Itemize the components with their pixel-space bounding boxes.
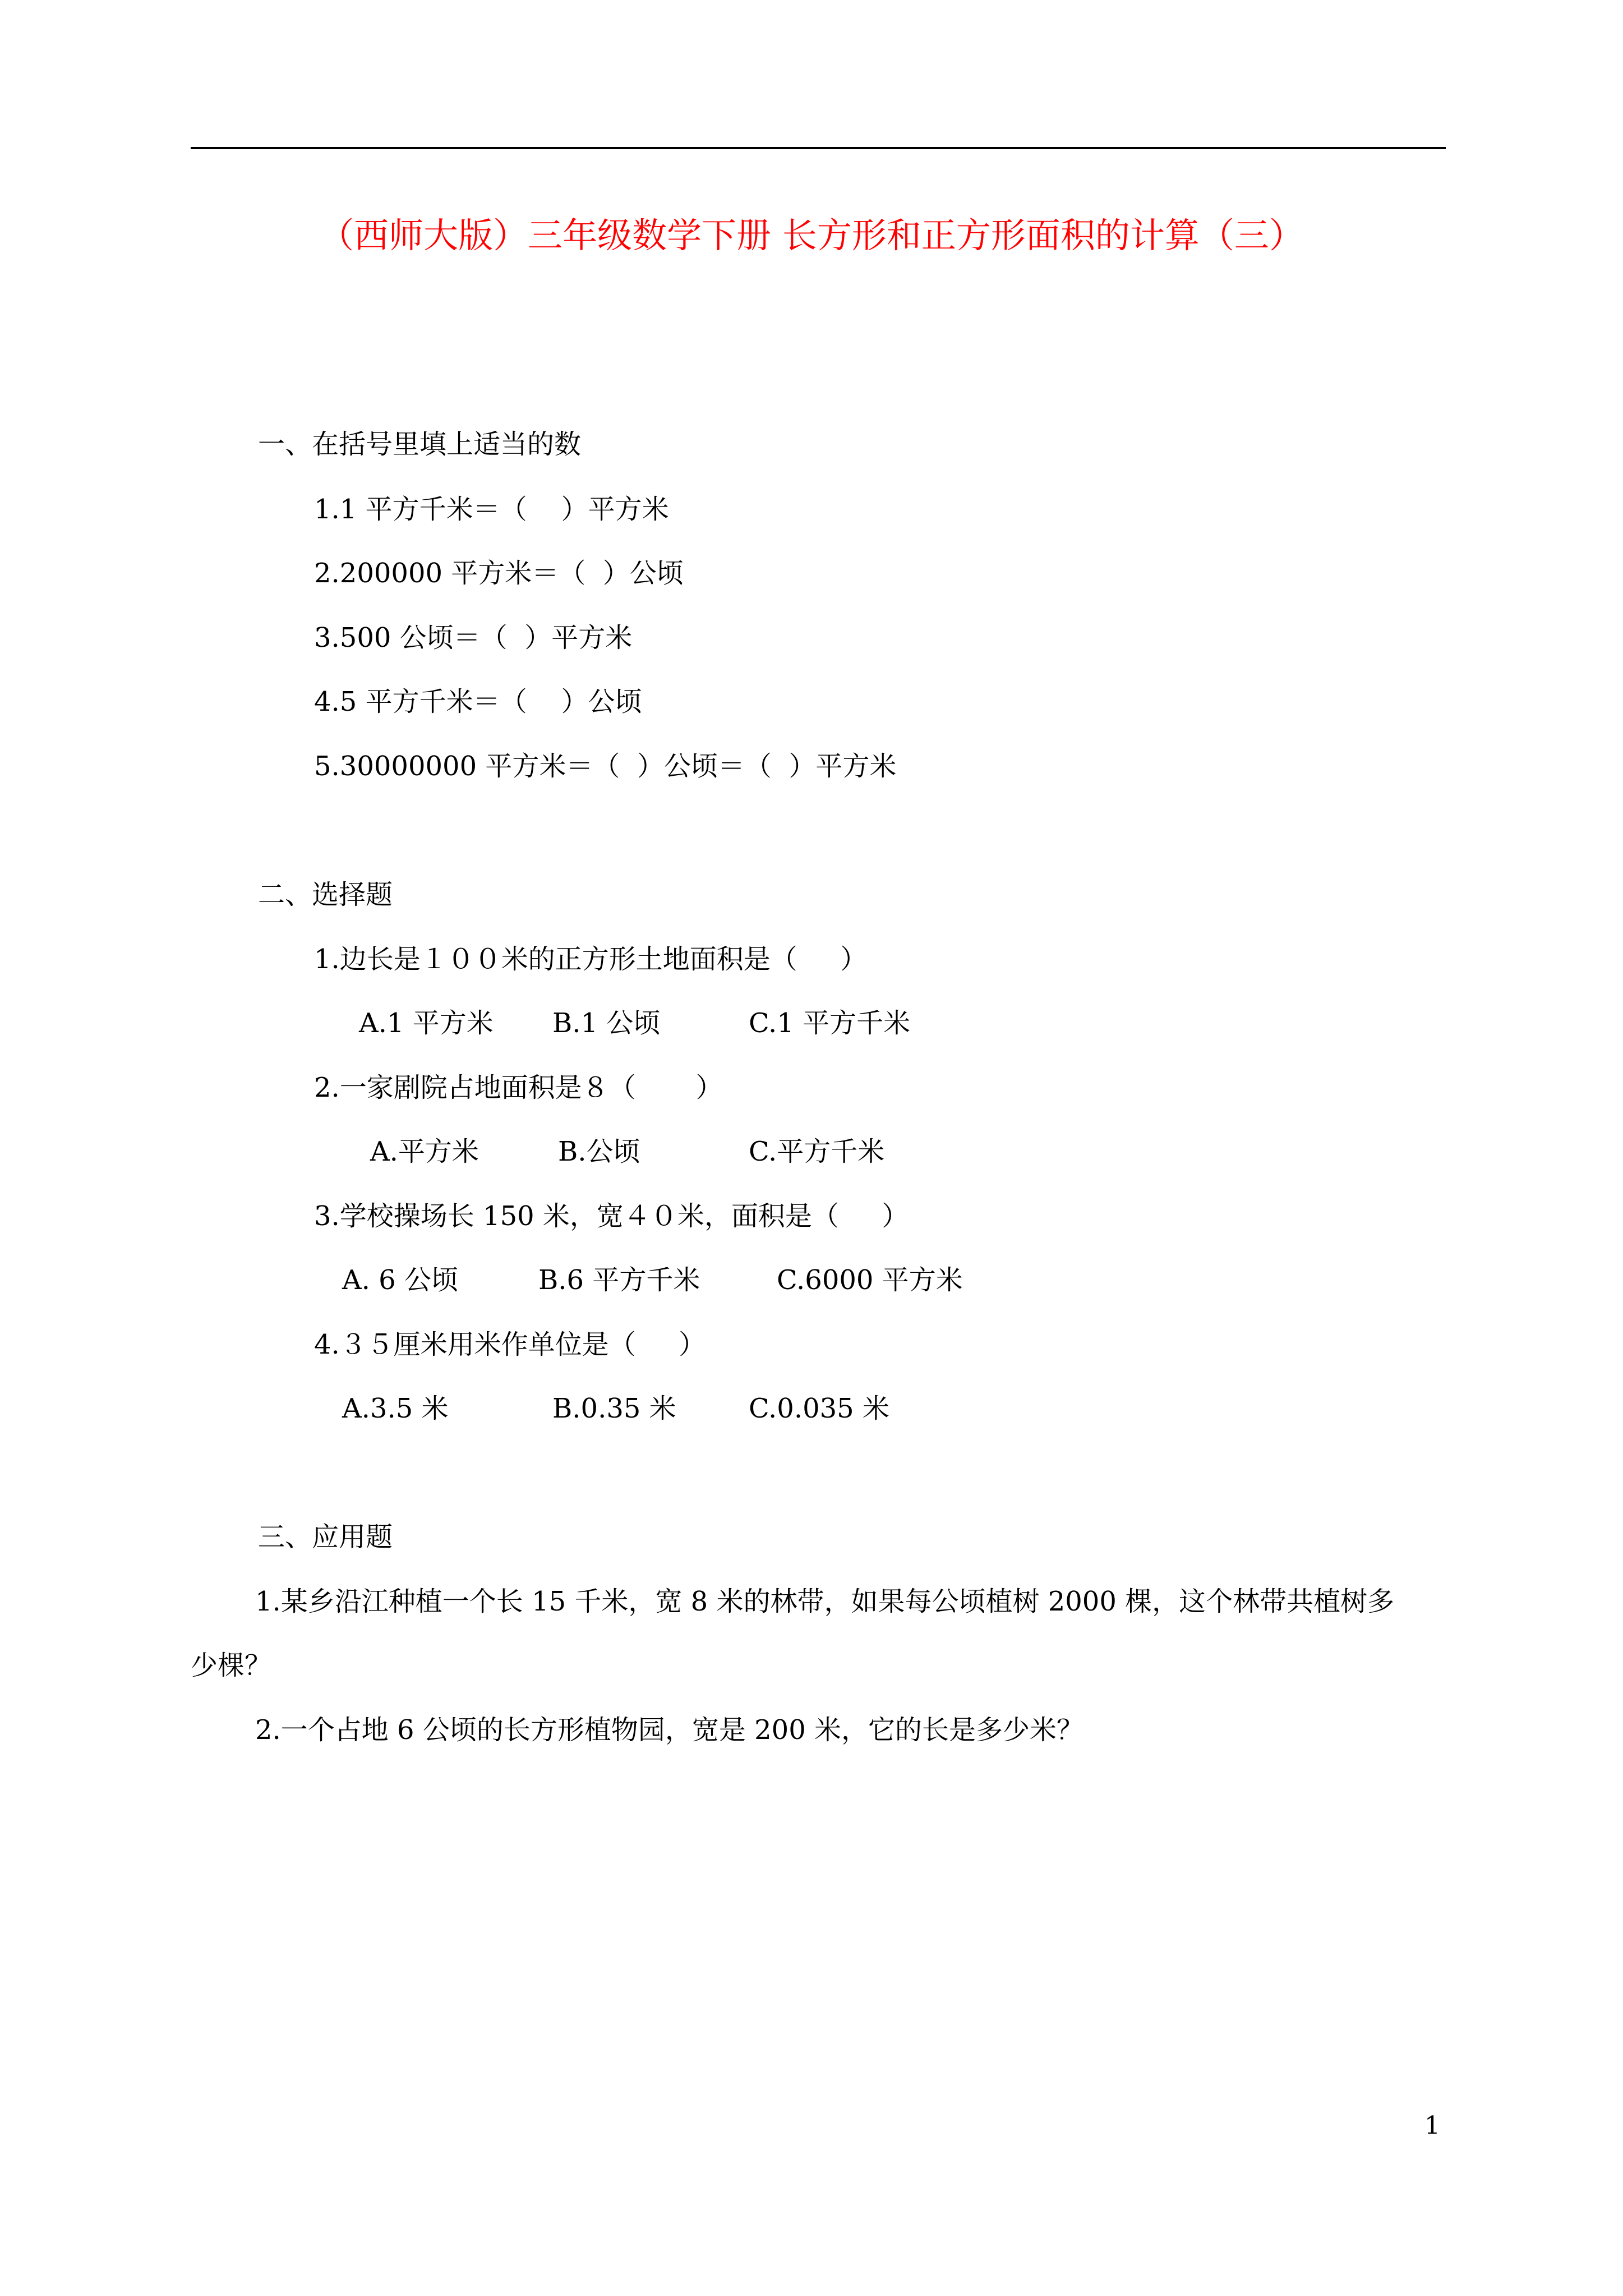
choice-4-option-b: B.0.35 米 [552, 1393, 676, 1424]
choice-question-3: 3.学校操场长 150 米，宽４０米，面积是（ ） [314, 1200, 909, 1232]
choice-2-option-a: A.平方米 [370, 1136, 479, 1167]
application-problem-2: 2.一个占地 6 公顷的长方形植物园，宽是 200 米，它的长是多少米？ [255, 1714, 1083, 1746]
page-title: （西师大版）三年级数学下册 长方形和正方形面积的计算（三） [319, 215, 1304, 256]
fill-item-4: 4.5 平方千米＝（ ）公顷 [314, 686, 642, 717]
choice-3-option-a: A. 6 公顷 [342, 1264, 458, 1296]
choice-question-4: 4.３５厘米用米作单位是（ ） [314, 1329, 706, 1360]
section-1-heading: 一、在括号里填上适当的数 [258, 429, 582, 460]
choice-1-option-a: A.1 平方米 [359, 1007, 494, 1039]
choice-2-option-c: C.平方千米 [749, 1136, 885, 1167]
choice-1-option-c: C.1 平方千米 [749, 1007, 911, 1039]
choice-1-option-b: B.1 公顷 [552, 1007, 661, 1039]
section-2-heading: 二、选择题 [258, 879, 393, 910]
header-rule [191, 147, 1446, 149]
section-3-heading: 三、应用题 [258, 1521, 393, 1553]
fill-item-2: 2.200000 平方米＝（ ）公顷 [314, 558, 684, 589]
fill-item-5: 5.30000000 平方米＝（ ）公顷＝（ ）平方米 [314, 751, 897, 782]
choice-4-option-c: C.0.035 米 [749, 1393, 889, 1424]
application-problem-1-continued: 少棵？ [191, 1650, 272, 1681]
choice-question-1: 1.边长是１００米的正方形土地面积是（ ） [314, 944, 868, 975]
application-problem-1: 1.某乡沿江种植一个长 15 千米，宽 8 米的林带，如果每公顷植树 2000 棵，这个林带共植树多 [255, 1586, 1395, 1617]
fill-item-3: 3.500 公顷＝（ ）平方米 [314, 622, 633, 654]
choice-3-option-b: B.6 平方千米 [538, 1264, 700, 1296]
choice-2-option-b: B.公顷 [558, 1136, 640, 1167]
choice-3-option-c: C.6000 平方米 [777, 1264, 963, 1296]
choice-question-2: 2.一家剧院占地面积是８（ ） [314, 1072, 723, 1103]
choice-4-option-a: A.3.5 米 [342, 1393, 449, 1424]
fill-item-1: 1.1 平方千米＝（ ）平方米 [314, 494, 669, 525]
page-number: 1 [1424, 2111, 1440, 2140]
